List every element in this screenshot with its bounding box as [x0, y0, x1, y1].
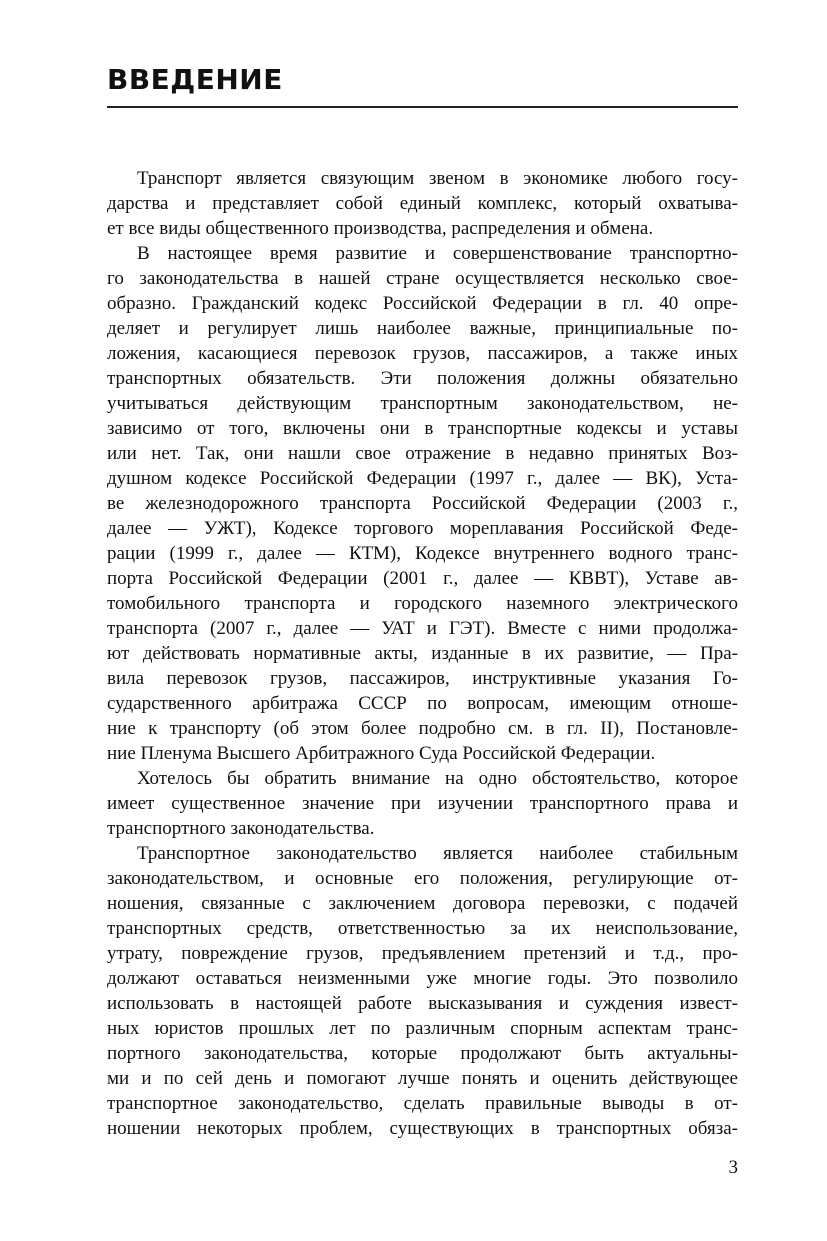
text-line: ношении некоторых проблем, существующих в транспортных обяза- [107, 1118, 738, 1139]
text-line: портного законодательства, которые продолжают быть актуальны- [107, 1043, 738, 1064]
text-line: го законодательства в нашей стране осуществляется несколько свое- [107, 268, 738, 289]
text-line: ношения, связанные с заключением договора перевозки, с подачей [107, 893, 738, 914]
heading-divider [107, 106, 738, 108]
text-line: Хотелось бы обратить внимание на одно обстоятельство, которое [137, 768, 738, 789]
text-line: сударственного арбитража СССР по вопросам, имеющим отноше- [107, 693, 738, 714]
text-line: зависимо от того, включены они в транспортные кодексы и уставы [107, 418, 738, 439]
text-line: ние Пленума Высшего Арбитражного Суда Российской Федерации. [107, 743, 656, 764]
text-line: ет все виды общественного производства, распределения и обмена. [107, 218, 654, 239]
text-line: ложения, касающиеся перевозок грузов, пассажиров, а также иных [107, 343, 738, 364]
chapter-heading: ВВЕДЕНИЕ [107, 63, 283, 96]
text-line: транспортных средств, ответственностью за их неиспользование, [107, 918, 738, 939]
text-line: порта Российской Федерации (2001 г., далее — КВВТ), Уставе ав- [107, 568, 738, 589]
text-line: утрату, повреждение грузов, предъявлением претензий и т.д., про- [107, 943, 738, 964]
text-line: законодательством, и основные его положения, регулирующие от- [107, 868, 738, 889]
text-line: вила перевозок грузов, пассажиров, инструктивные указания Го- [107, 668, 738, 689]
text-line: В настоящее время развитие и совершенствование транспортно- [137, 243, 738, 264]
body-text [107, 166, 738, 1141]
text-line: транспортных обязательств. Эти положения должны обязательно [107, 368, 738, 389]
text-line: транспортного законодательства. [107, 818, 375, 839]
text-line: ют действовать нормативные акты, изданные в их развитие, — Пра- [107, 643, 738, 664]
text-line: использовать в настоящей работе высказывания и суждения извест- [107, 993, 738, 1014]
text-line: ми и по сей день и помогают лучше понять и оценить действующее [107, 1068, 738, 1089]
text-line: транспортное законодательство, сделать правильные выводы в от- [107, 1093, 738, 1114]
text-line: душном кодексе Российской Федерации (1997 г., далее — ВК), Уста- [107, 468, 738, 489]
text-line: ве железнодорожного транспорта Российской Федерации (2003 г., [107, 493, 738, 514]
text-line: рации (1999 г., далее — КТМ), Кодексе внутреннего водного транс- [107, 543, 738, 564]
text-line: учитываться действующим транспортным законодательством, не- [107, 393, 738, 414]
text-line: должают оставаться неизменными уже многие годы. Это позволило [107, 968, 738, 989]
text-line: дарства и представляет собой единый комплекс, который охватыва- [107, 193, 738, 214]
text-line: деляет и регулирует лишь наиболее важные, принципиальные по- [107, 318, 738, 339]
text-line: томобильного транспорта и городского наземного электрического [107, 593, 738, 614]
text-line: или нет. Так, они нашли свое отражение в недавно принятых Воз- [107, 443, 738, 464]
text-line: имеет существенное значение при изучении транспортного права и [107, 793, 738, 814]
text-line: Транспортное законодательство является наиболее стабильным [137, 843, 738, 864]
text-line: далее — УЖТ), Кодексе торгового мореплавания Российской Феде- [107, 518, 738, 539]
text-line: образно. Гражданский кодекс Российской Федерации в гл. 40 опре- [107, 293, 738, 314]
text-line: Транспорт является связующим звеном в экономике любого госу- [137, 168, 738, 189]
text-line: ных юристов прошлых лет по различным спорным аспектам транс- [107, 1018, 738, 1039]
page-number: 3 [728, 1157, 738, 1178]
text-line: транспорта (2007 г., далее — УАТ и ГЭТ). Вместе с ними продолжа- [107, 618, 738, 639]
text-line: ние к транспорту (об этом более подробно см. в гл. II), Постановле- [107, 718, 738, 739]
